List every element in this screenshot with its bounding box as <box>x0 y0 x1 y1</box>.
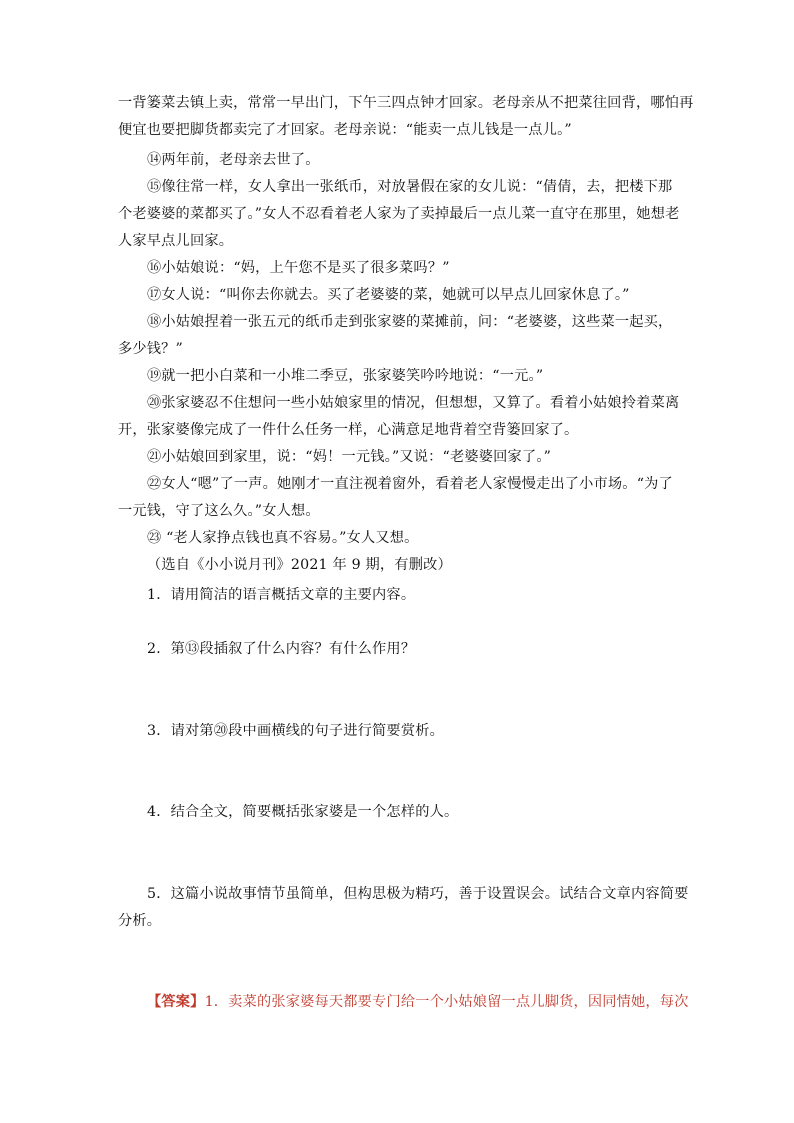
answer-text: 1．卖菜的张家婆每天都要专门给一个小姑娘留一点儿脚货，因同情她，每次 <box>204 994 689 1010</box>
paragraph-21: ㉑小姑娘回到家里，说：“妈！一元钱。”又说：“老婆婆回家了。” <box>147 449 552 465</box>
question-5-line-1: 5．这篇小说故事情节虽简单，但构思极为精巧，善于设置误会。试结合文章内容简要 <box>147 886 689 902</box>
question-4: 4．结合全文，简要概括张家婆是一个怎样的人。 <box>147 804 459 820</box>
paragraph-18-line-1: ⑱小姑娘捏着一张五元的纸币走到张家婆的菜摊前，问：“老婆婆，这些菜一起买， <box>147 314 673 330</box>
paragraph-16: ⑯小姑娘说：“妈，上午您不是买了很多菜吗？” <box>147 260 450 276</box>
paragraph-19: ⑲就一把小白菜和一小堆二季豆，张家婆笑吟吟地说：“一元。” <box>147 368 544 384</box>
answer-tag: 【答案】 <box>147 994 205 1010</box>
paragraph-18-line-2: 多少钱？” <box>118 341 184 357</box>
paragraph-14: ⑭两年前，老母亲去世了。 <box>147 152 320 168</box>
answer-line <box>0 992 794 1012</box>
paragraph-15-line-1: ⑮像往常一样，女人拿出一张纸币，对放暑假在家的女儿说：“倩倩，去，把楼下那 <box>147 179 673 195</box>
paragraph-22-line-2: 一元钱，守了这么久。”女人想。 <box>118 503 320 519</box>
paragraph-15-line-2: 个老婆婆的菜都买了。”女人不忍看着老人家为了卖掉最后一点儿菜一直守在那里，她想老 <box>118 206 680 222</box>
paragraph-20-line-1: ⑳张家婆忍不住想问一些小姑娘家里的情况，但想想，又算了。看着小姑娘拎着菜离 <box>147 395 680 411</box>
paragraph-15-line-3: 人家早点儿回家。 <box>118 233 234 249</box>
paragraph-13-continued-line-2: 便宜也要把脚货都卖完了才回家。老母亲说：“能卖一点儿钱是一点儿。” <box>118 122 572 138</box>
question-1: 1．请用简洁的语言概括文章的主要内容。 <box>147 587 416 603</box>
paragraph-13-continued-line-1: 一背篓菜去镇上卖，常常一早出门，下午三四点钟才回家。老母亲从不把菜往回背，哪怕再 <box>118 95 694 111</box>
paragraph-23: ㉓ “老人家挣点钱也真不容易。”女人又想。 <box>147 530 419 546</box>
paragraph-17: ⑰女人说：“叫你去你就去。买了老婆婆的菜，她就可以早点儿回家休息了。” <box>147 287 630 303</box>
question-5-line-2: 分析。 <box>118 913 162 929</box>
question-3: 3．请对第⑳段中画横线的句子进行简要赏析。 <box>147 723 444 739</box>
paragraph-22-line-1: ㉒女人“嗯”了一声。她刚才一直注视着窗外，看着老人家慢慢走出了小市场。“为了 <box>147 476 673 492</box>
question-2: 2．第⑬段插叙了什么内容？有什么作用？ <box>147 641 416 657</box>
paragraph-20-line-2: 开，张家婆像完成了一件什么任务一样，心满意足地背着空背篓回家了。 <box>118 422 579 438</box>
source-note: （选自《小小说月刊》2021 年 9 期，有删改） <box>147 557 452 573</box>
